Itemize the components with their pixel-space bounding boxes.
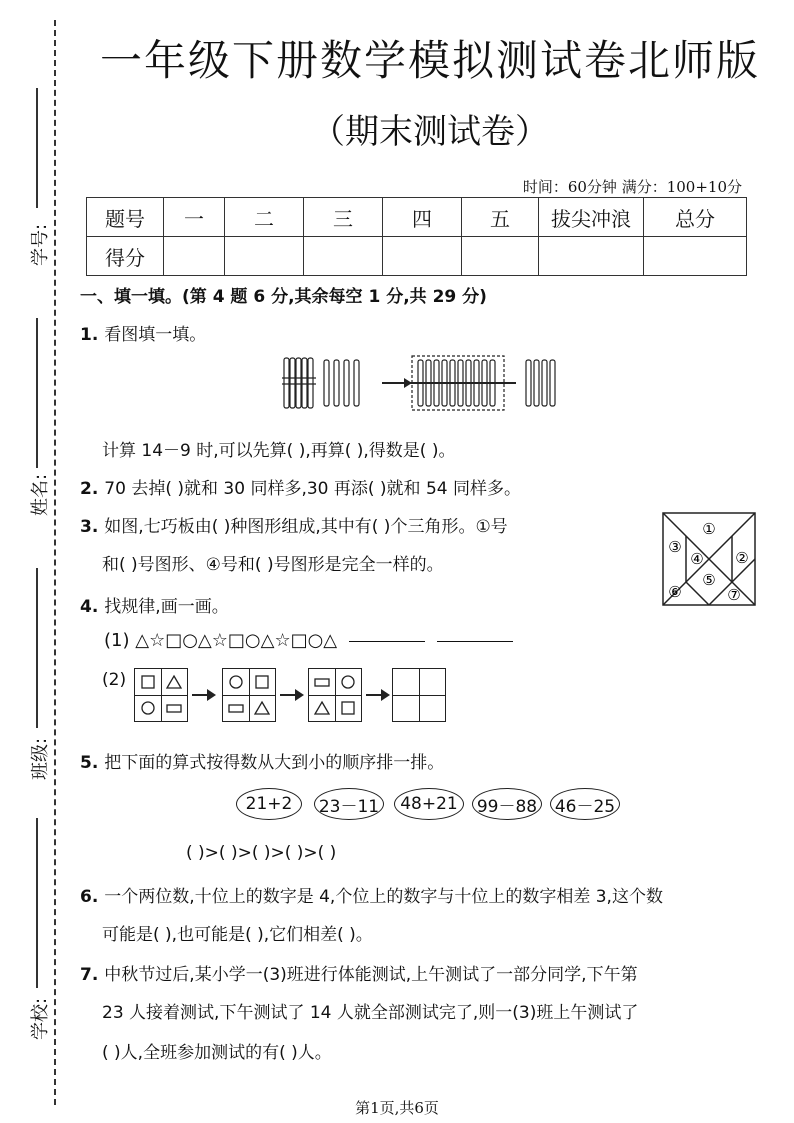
expression-oval: 21+2 bbox=[236, 788, 302, 820]
table-cell: 五 bbox=[462, 198, 539, 237]
rectangle-icon bbox=[161, 695, 187, 721]
table-cell: 题号 bbox=[87, 198, 164, 237]
question-1 bbox=[80, 320, 206, 345]
question-text: 70 去掉( )就和 30 同样多,30 再添( )就和 54 同样多。 bbox=[104, 479, 521, 499]
school-label: 学校: bbox=[30, 997, 52, 1041]
time-info: 时间：60分钟 满分：100+10分 bbox=[522, 178, 742, 196]
student-id-label: 学号: bbox=[30, 223, 52, 267]
table-cell: 拔尖冲浪 bbox=[539, 198, 644, 237]
stick-bundle-icon bbox=[282, 358, 316, 408]
arrow-icon bbox=[382, 378, 412, 388]
table-cell: 一 bbox=[164, 198, 225, 237]
question-number: 3. bbox=[80, 517, 99, 537]
square-icon bbox=[335, 695, 361, 721]
expression-oval: 23－11 bbox=[314, 788, 384, 820]
circle-icon bbox=[135, 695, 161, 721]
answer-blank[interactable] bbox=[437, 641, 513, 642]
score-input-cell[interactable] bbox=[644, 237, 747, 276]
question-5 bbox=[80, 748, 444, 773]
score-input-cell[interactable] bbox=[462, 237, 539, 276]
class-line bbox=[36, 568, 38, 728]
triangle-icon bbox=[161, 669, 187, 695]
score-table bbox=[86, 197, 747, 276]
table-cell: 总分 bbox=[644, 198, 747, 237]
score-input-cell[interactable] bbox=[539, 237, 644, 276]
arrow-icon bbox=[366, 694, 388, 696]
table-cell: 四 bbox=[383, 198, 462, 237]
score-input-cell[interactable] bbox=[225, 237, 304, 276]
tangram-label: ③ bbox=[668, 538, 682, 556]
pattern-row-1 bbox=[104, 630, 513, 651]
pattern-grid-1 bbox=[134, 668, 188, 722]
tangram-label: ① bbox=[702, 520, 716, 538]
question-number: 7. bbox=[80, 965, 99, 985]
binding-dashed-line bbox=[54, 20, 56, 1105]
tangram-label: ⑥ bbox=[668, 583, 682, 601]
arrow-icon bbox=[192, 694, 214, 696]
pattern-grid-2 bbox=[222, 668, 276, 722]
rectangle-icon bbox=[223, 695, 249, 721]
question-text: 如图,七巧板由( )种图形组成,其中有( )个三角形。①号 bbox=[104, 517, 508, 537]
question-text: 一个两位数,十位上的数字是 4,个位上的数字与十位上的数字相差 3,这个数 bbox=[104, 887, 663, 907]
circle-icon bbox=[223, 669, 249, 695]
sub-label: (2) bbox=[102, 670, 127, 690]
expression-oval: 48+21 bbox=[394, 788, 464, 820]
question-text: 找规律,画一画。 bbox=[104, 597, 229, 617]
question-6 bbox=[80, 882, 663, 907]
page-title: 一年级下册数学模拟测试卷北师版 bbox=[99, 36, 760, 85]
question-number: 5. bbox=[80, 753, 99, 773]
question-7-line2: 23 人接着测试,下午测试了 14 人就全部测试完了,则一(3)班上午测试了 bbox=[102, 1003, 639, 1023]
sticks-figure bbox=[280, 352, 570, 414]
triangle-icon bbox=[309, 695, 335, 721]
tangram-label: ⑤ bbox=[702, 571, 716, 589]
tangram-figure bbox=[662, 512, 756, 606]
question-3 bbox=[80, 512, 508, 537]
question-number: 4. bbox=[80, 597, 99, 617]
class-label: 班级: bbox=[30, 737, 52, 781]
answer-blank[interactable] bbox=[349, 641, 425, 642]
table-cell: 三 bbox=[304, 198, 383, 237]
question-text: 中秋节过后,某小学一(3)班进行体能测试,上午测试了一部分同学,下午第 bbox=[104, 965, 638, 985]
pattern-grid-3 bbox=[308, 668, 362, 722]
square-icon bbox=[249, 669, 275, 695]
question-number: 2. bbox=[80, 479, 99, 499]
order-line: ( )>( )>( )>( )>( ) bbox=[186, 843, 337, 863]
section-heading: 一、填一填。(第 4 题 6 分,其余每空 1 分,共 29 分) bbox=[80, 287, 487, 307]
question-1-line2: 计算 14－9 时,可以先算( ),再算( ),得数是( )。 bbox=[102, 441, 456, 461]
question-7 bbox=[80, 960, 638, 985]
sub-label: (1) bbox=[104, 630, 130, 651]
arrow-icon bbox=[280, 694, 302, 696]
tangram-label: ④ bbox=[690, 550, 704, 568]
page-footer: 第1页,共6页 bbox=[355, 1099, 439, 1117]
question-7-line3: ( )人,全班参加测试的有( )人。 bbox=[102, 1043, 332, 1063]
school-line bbox=[36, 818, 38, 988]
tangram-label: ② bbox=[735, 549, 749, 567]
triangle-icon bbox=[249, 695, 275, 721]
question-3-line2: 和( )号图形、④号和( )号图形是完全一样的。 bbox=[102, 555, 444, 575]
rectangle-icon bbox=[309, 669, 335, 695]
pattern-grid-answer[interactable] bbox=[392, 668, 446, 722]
page-subtitle: （期末测试卷） bbox=[311, 112, 549, 152]
score-table-score-row bbox=[87, 237, 747, 276]
crossed-sticks-icon bbox=[408, 356, 555, 410]
question-2 bbox=[80, 474, 521, 499]
score-table-header-row bbox=[87, 198, 747, 237]
question-4 bbox=[80, 592, 229, 617]
question-6-line2: 可能是( ),也可能是( ),它们相差( )。 bbox=[102, 925, 373, 945]
table-cell: 得分 bbox=[87, 237, 164, 276]
tangram-label: ⑦ bbox=[727, 586, 741, 604]
score-input-cell[interactable] bbox=[304, 237, 383, 276]
name-label: 姓名: bbox=[30, 473, 52, 517]
student-id-line bbox=[36, 88, 38, 208]
shape-sequence: △☆□○△☆□○△☆□○△ bbox=[135, 630, 338, 651]
question-text: 看图填一填。 bbox=[104, 325, 207, 345]
expression-oval: 46－25 bbox=[550, 788, 620, 820]
question-number: 1. bbox=[80, 325, 99, 345]
question-text: 把下面的算式按得数从大到小的顺序排一排。 bbox=[104, 753, 445, 773]
question-number: 6. bbox=[80, 887, 99, 907]
circle-icon bbox=[335, 669, 361, 695]
expression-oval: 99－88 bbox=[472, 788, 542, 820]
score-input-cell[interactable] bbox=[383, 237, 462, 276]
name-line bbox=[36, 318, 38, 468]
loose-sticks-icon bbox=[324, 360, 359, 406]
square-icon bbox=[135, 669, 161, 695]
score-input-cell[interactable] bbox=[164, 237, 225, 276]
table-cell: 二 bbox=[225, 198, 304, 237]
